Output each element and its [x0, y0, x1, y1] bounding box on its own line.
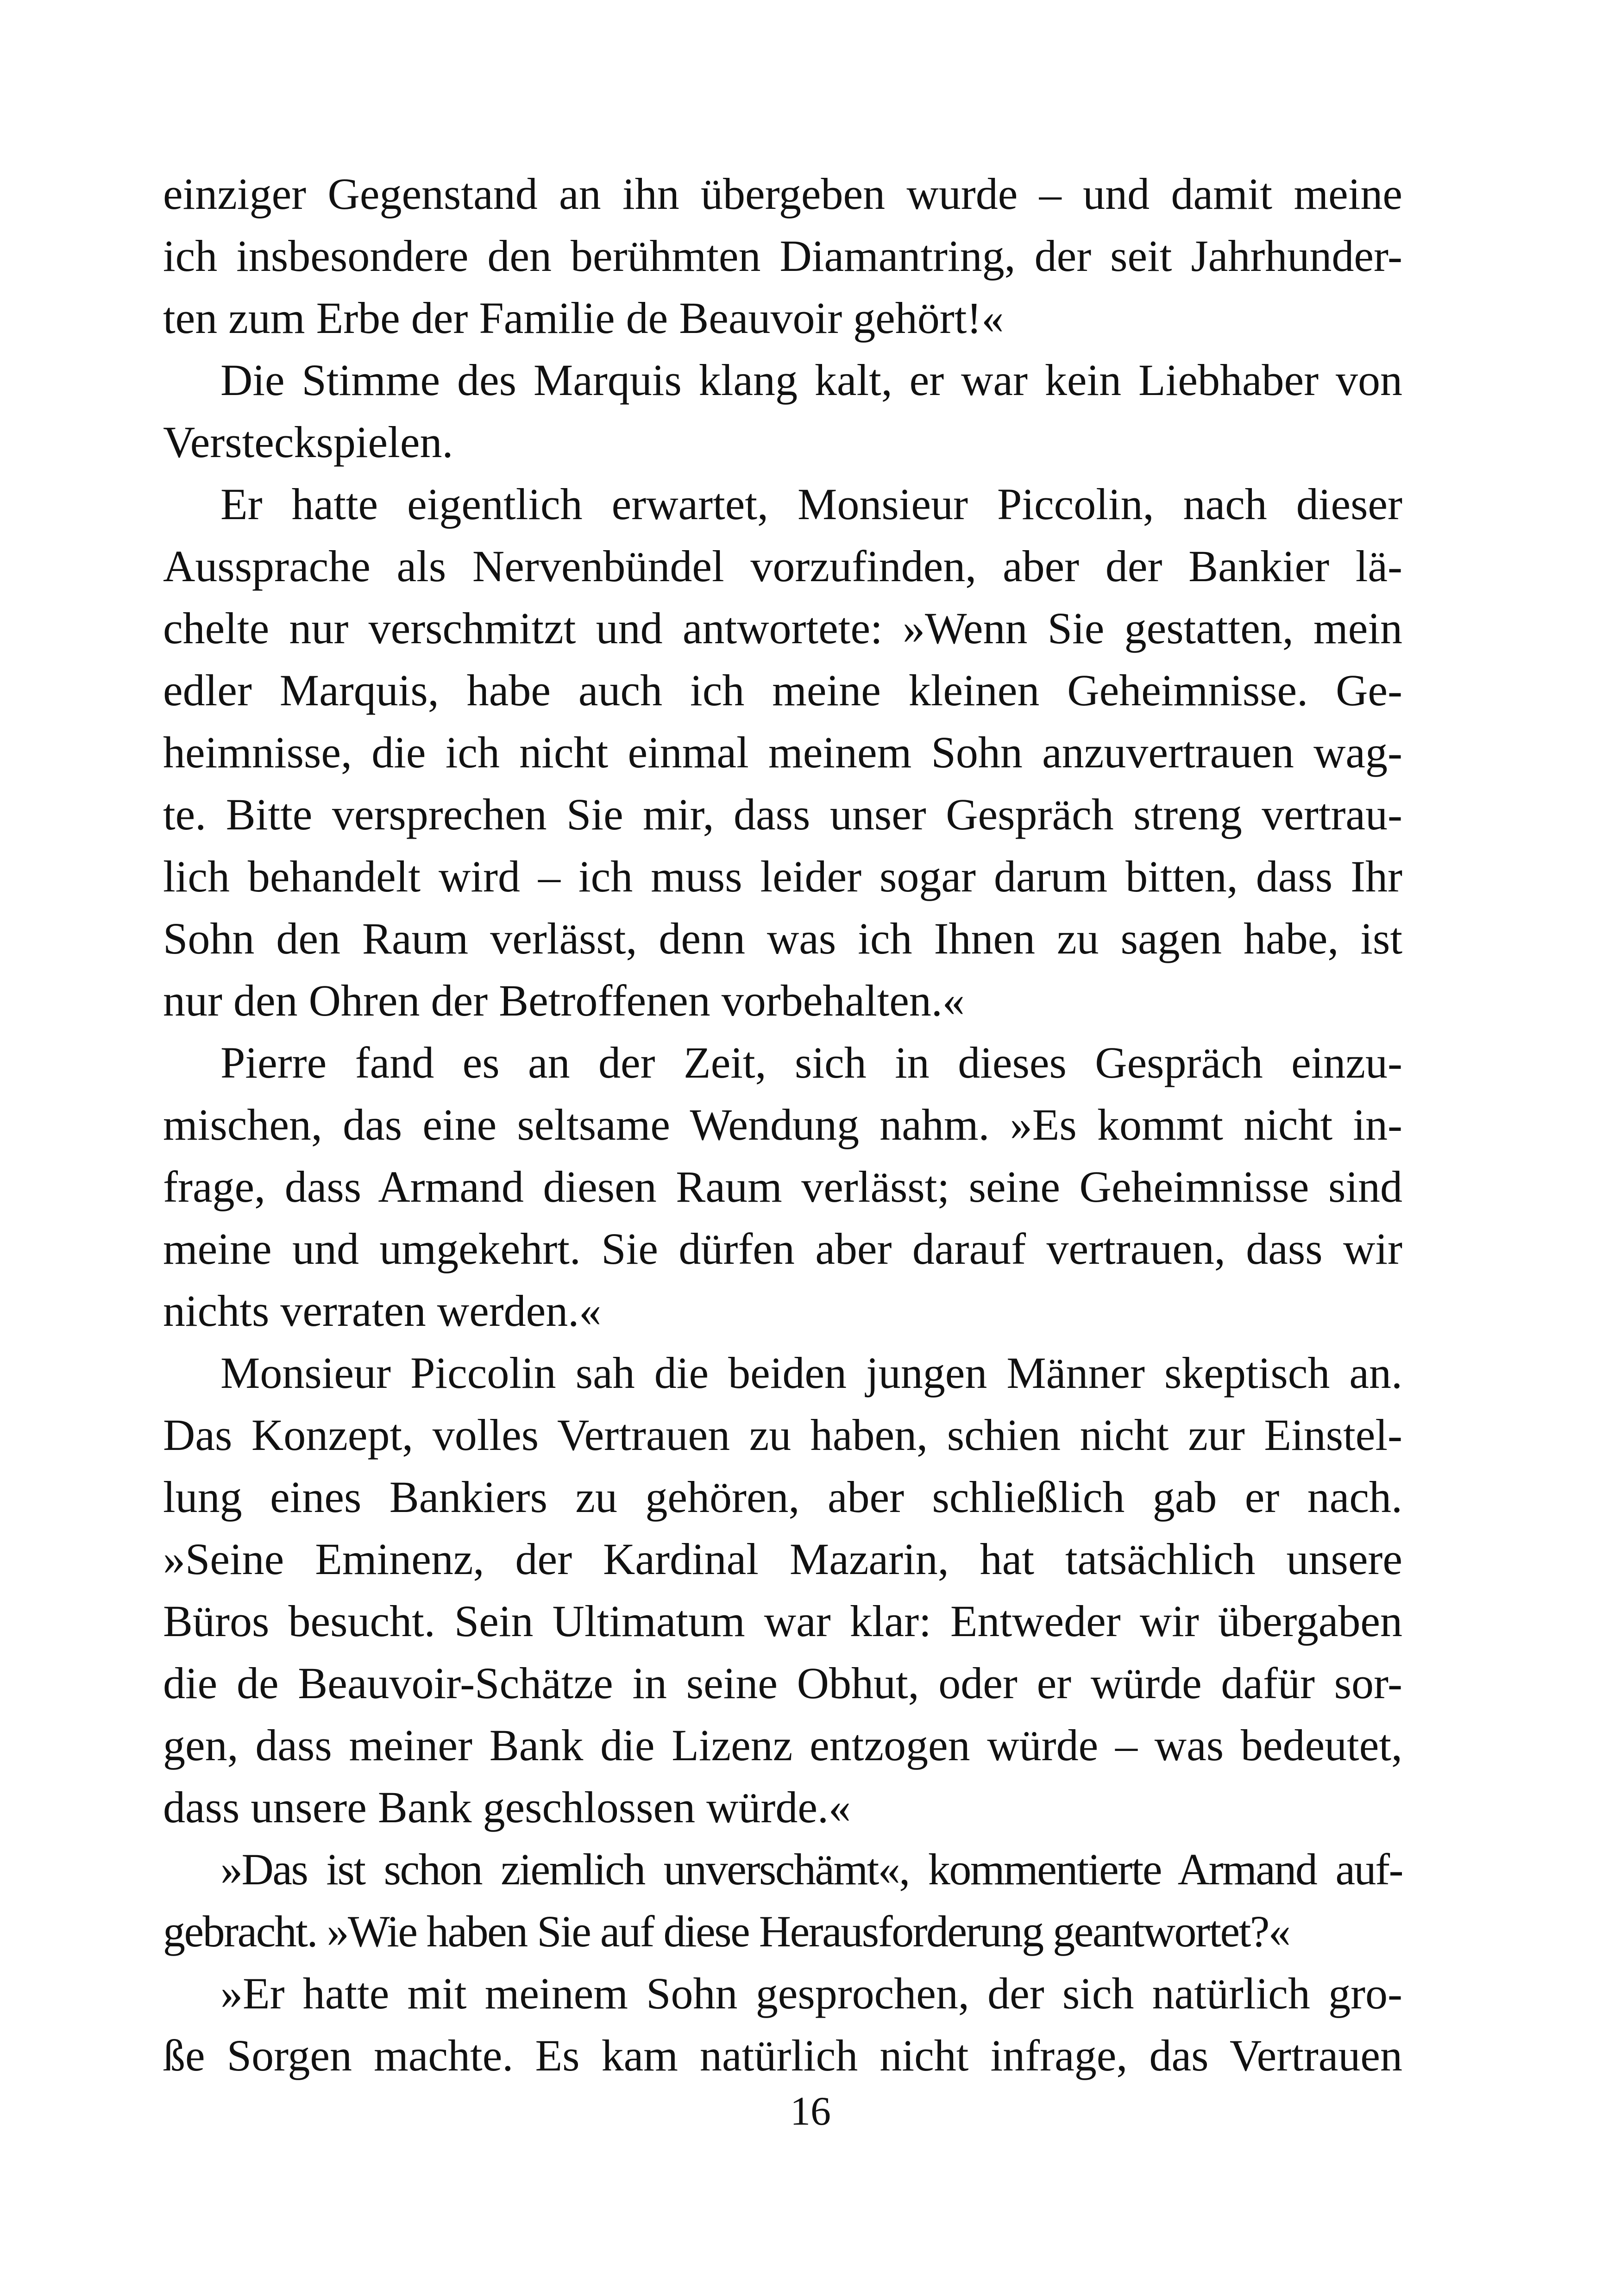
text-line: Das Konzept, volles Vertrauen zu haben, schien nicht zur Einstel- [163, 1410, 1402, 1460]
text-line: gebracht. »Wie haben Sie auf diese Herausforderung geantwortet?« [163, 1907, 1290, 1956]
text-line: dass unsere Bank geschlossen würde.« [163, 1782, 851, 1832]
text-line: Monsieur Piccolin sah die beiden jungen Männer skeptisch an. [220, 1348, 1402, 1398]
text-line: chelte nur verschmitzt und antwortete: »Wenn Sie gestatten, mein [163, 603, 1402, 653]
text-line: lich behandelt wird – ich muss leider sogar darum bitten, dass Ihr [163, 852, 1402, 901]
text-line: Aussprache als Nervenbündel vorzufinden, aber der Bankier lä- [163, 541, 1402, 591]
text-line: nichts verraten werden.« [163, 1286, 602, 1336]
text-line: »Seine Eminenz, der Kardinal Mazarin, hat tatsächlich unsere [163, 1534, 1402, 1584]
text-line: »Das ist schon ziemlich unverschämt«, kommentierte Armand auf- [220, 1844, 1402, 1894]
text-line: nur den Ohren der Betroffenen vorbehalten.« [163, 976, 965, 1025]
text-line: ße Sorgen machte. Es kam natürlich nicht infrage, das Vertrauen [163, 2031, 1402, 2080]
text-line: »Er hatte mit meinem Sohn gesprochen, der sich natürlich gro- [220, 1969, 1402, 2018]
text-line: te. Bitte versprechen Sie mir, dass unser Gespräch streng vertrau- [163, 790, 1402, 839]
text-line: gen, dass meiner Bank die Lizenz entzogen würde – was bedeutet, [163, 1720, 1402, 1770]
text-line: meine und umgekehrt. Sie dürfen aber darauf vertrauen, dass wir [163, 1224, 1402, 1273]
text-line: ten zum Erbe der Familie de Beauvoir gehört!« [163, 293, 1004, 343]
text-line: Er hatte eigentlich erwartet, Monsieur Piccolin, nach dieser [220, 479, 1402, 529]
text-line: die de Beauvoir-Schätze in seine Obhut, oder er würde dafür sor- [163, 1658, 1402, 1708]
text-line: einziger Gegenstand an ihn übergeben wurde – und damit meine [163, 169, 1402, 219]
text-line: Büros besucht. Sein Ultimatum war klar: Entweder wir übergaben [163, 1596, 1402, 1646]
text-line: mischen, das eine seltsame Wendung nahm. »Es kommt nicht in- [163, 1100, 1402, 1149]
text-line: lung eines Bankiers zu gehören, aber schließlich gab er nach. [163, 1472, 1402, 1522]
text-line: Sohn den Raum verlässt, denn was ich Ihnen zu sagen habe, ist [163, 914, 1402, 963]
body-text [163, 163, 1402, 2087]
text-line: ich insbesondere den berühmten Diamantring, der seit Jahrhunder- [163, 231, 1402, 281]
text-line: Versteckspielen. [163, 417, 453, 467]
text-line: edler Marquis, habe auch ich meine kleinen Geheimnisse. Ge- [163, 665, 1402, 715]
text-line: frage, dass Armand diesen Raum verlässt; seine Geheimnisse sind [163, 1162, 1402, 1211]
text-line: Pierre fand es an der Zeit, sich in dieses Gespräch einzu- [220, 1038, 1402, 1087]
text-line: heimnisse, die ich nicht einmal meinem Sohn anzuvertrauen wag- [163, 728, 1402, 777]
text-line: Die Stimme des Marquis klang kalt, er war kein Liebhaber von [220, 355, 1402, 405]
page-number: 16 [790, 2089, 831, 2134]
